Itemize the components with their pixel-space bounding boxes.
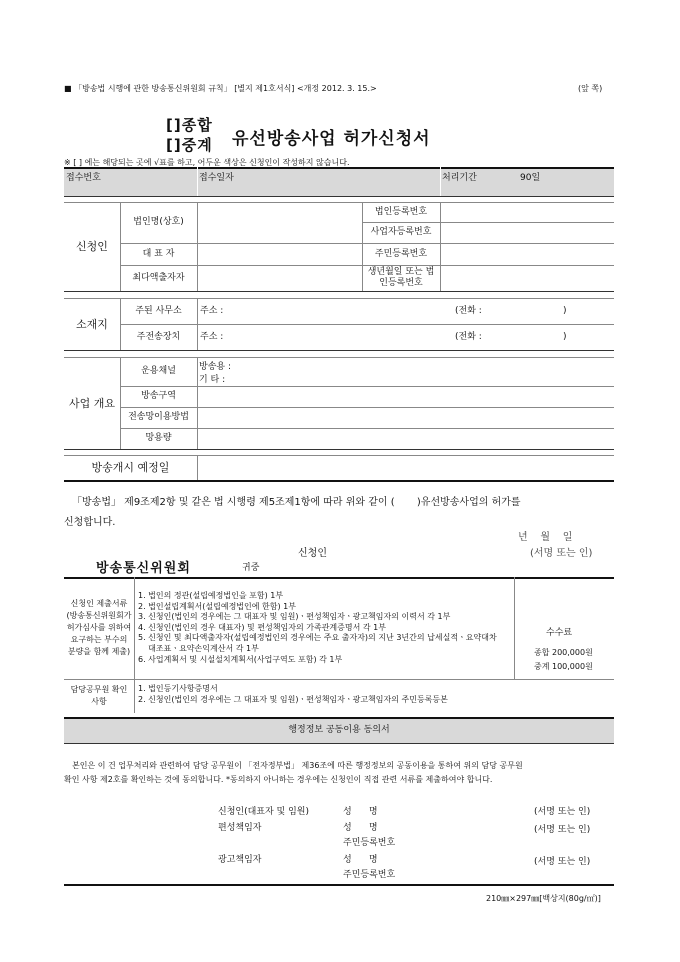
processing-period-label: 처리기간 <box>442 173 477 183</box>
signer-name-label[interactable]: 성 명 <box>343 807 378 817</box>
consent-title: 행정정보 공동이용 동의서 <box>288 724 390 735</box>
option-relay-checkbox[interactable]: []중계 <box>166 136 213 154</box>
master-head-label: 주전송장치 <box>136 331 181 342</box>
network-field[interactable] <box>197 407 614 428</box>
divider <box>64 884 614 886</box>
divider <box>64 196 614 197</box>
signer-resident-number[interactable]: 주민등록번호 <box>343 838 396 848</box>
master-head-phone-field[interactable]: (전화 : <box>455 331 482 342</box>
addressee-honorific: 귀중 <box>242 563 260 573</box>
attachments-label: 신청인 제출서류 (방송통신위원회가 허가심사를 위하여 요구하는 부수의 분량을 함께 제출) <box>66 599 132 656</box>
fee-label: 수수료 <box>546 628 573 638</box>
option-general-checkbox[interactable]: []종합 <box>166 116 213 134</box>
form-notice: ※ [ ] 에는 해당되는 곳에 √표를 하고, 어두운 색상은 신청인이 작성하지 않습니다. <box>64 158 350 167</box>
official-check-label: 담당공무원 확인사항 <box>70 685 128 706</box>
signer-sign-field[interactable]: (서명 또는 인) <box>534 857 591 867</box>
divider <box>134 577 135 713</box>
attachment-item: 대조표ㆍ요약손익계산서 각 1부 <box>138 643 259 653</box>
business-section-label: 사업 개요 <box>68 396 115 410</box>
applicant-sign-field[interactable]: (서명 또는 인) <box>530 548 593 559</box>
signer-sign-field[interactable]: (서명 또는 인) <box>534 807 591 817</box>
official-check-item: 2. 신청인(법인의 경우에는 그 대표자 및 임원)ㆍ편성책임자ㆍ광고책임자의 주민등록등본 <box>138 694 448 704</box>
official-check-list <box>138 684 608 705</box>
attachment-item: 6. 사업계획서 및 시설설치계획서(사업구역도 포함) 각 1부 <box>138 654 343 664</box>
corp-reg-field[interactable] <box>440 202 614 222</box>
receipt-number-label: 접수번호 <box>66 173 101 183</box>
representative-field[interactable] <box>197 243 362 265</box>
main-office-address-field[interactable]: 주소 : <box>200 305 224 316</box>
birth-or-corp-field[interactable] <box>440 265 614 291</box>
signer-role: 편성책임자 <box>218 823 262 833</box>
form-title: 유선방송사업 허가신청서 <box>232 129 431 149</box>
receipt-date-label: 접수일자 <box>199 173 234 183</box>
attachment-item: 3. 신청인(법인의 경우에는 그 대표자 및 임원)ㆍ편성책임자ㆍ광고책임자의 이력서 각 1부 <box>138 612 451 622</box>
signer-role: 광고책임자 <box>218 855 262 865</box>
processing-period-value: 90일 <box>520 173 541 183</box>
resident-number-field[interactable] <box>440 243 614 265</box>
start-date-label: 방송개시 예정일 <box>91 461 170 474</box>
divider <box>64 167 614 169</box>
biz-reg-field[interactable] <box>440 222 614 243</box>
channels-label: 운용채널 <box>141 366 176 376</box>
top-investor-field[interactable] <box>197 265 362 291</box>
addressee: 방송통신위원회 <box>96 561 191 576</box>
divider <box>64 480 614 482</box>
page-side-label: (앞 쪽) <box>578 84 603 93</box>
attachments-list <box>138 591 514 665</box>
consent-text-line-1: 본인은 이 건 업무처리와 관련하여 담당 공무원이 「전자정부법」 제36조에 따른 행정정보의 공동이용을 통하여 위의 담당 공무원 <box>72 761 523 770</box>
statement-line-2: 신청합니다. <box>64 517 116 528</box>
official-check-item: 1. 법인등기사항증명서 <box>138 684 218 693</box>
divider <box>514 577 515 679</box>
top-investor-label: 최다액출자자 <box>132 272 185 283</box>
attachment-item: 2. 법인설립계획서(설립예정법인에 한함) 1부 <box>138 601 296 611</box>
divider <box>440 167 441 196</box>
signer-name-label[interactable]: 성 명 <box>343 823 378 833</box>
attachment-item: 1. 법인의 정관(설립예정법인을 포함) 1부 <box>138 591 284 600</box>
biz-reg-label: 사업자등록번호 <box>370 227 432 237</box>
divider <box>64 577 614 579</box>
paper-spec: 210㎜×297㎜[백상지(80g/㎡)] <box>486 894 601 903</box>
channels-other-field[interactable]: 기 타 : <box>199 375 226 385</box>
divider <box>64 350 614 351</box>
main-office-label: 주된 사무소 <box>135 305 182 316</box>
corp-name-field[interactable] <box>197 202 362 243</box>
main-office-phone-field[interactable]: (전화 : <box>455 305 482 316</box>
representative-label: 대 표 자 <box>142 248 175 259</box>
birth-or-corp-label: 생년월일 또는 법인등록번호 <box>367 267 435 288</box>
divider <box>64 449 614 450</box>
corp-name-label: 법인명(상호) <box>133 217 184 227</box>
area-field[interactable] <box>197 386 614 407</box>
form-reference: ■ 「방송법 시행에 관한 방송통신위원회 규칙」 [별지 제1호서식] <개정 2012. 3. 15.> <box>64 84 377 93</box>
resident-number-label: 주민등록번호 <box>374 248 428 259</box>
capacity-label: 망용량 <box>145 433 172 443</box>
network-label: 전송망이용방법 <box>128 412 189 422</box>
main-office-phone-close: ) <box>563 305 567 316</box>
divider <box>64 291 614 292</box>
location-section-label: 소재지 <box>76 317 108 331</box>
fee-relay: 중계 100,000원 <box>534 662 593 671</box>
signer-name-label[interactable]: 성 명 <box>343 855 378 865</box>
signer-role: 신청인(대표자 및 임원) <box>218 807 309 817</box>
start-date-field[interactable] <box>197 455 614 480</box>
divider <box>64 743 614 744</box>
applicant-signature-label: 신청인 <box>298 548 327 559</box>
signature-date[interactable]: 년 월 일 <box>518 532 573 543</box>
master-head-phone-close: ) <box>563 331 567 342</box>
area-label: 방송구역 <box>141 391 176 401</box>
consent-text-line-2: 확인 사항 제2호를 확인하는 것에 동의합니다. *동의하지 아니하는 경우에는 신청인이 직접 관련 서류를 제출하여야 합니다. <box>64 775 493 784</box>
fee-general: 종합 200,000원 <box>534 648 593 657</box>
attachment-item: 5. 신청인 및 최다액출자자(설립예정법인의 경우에는 주요 출자자)의 지난 3년간의 납세실적ㆍ요약대차 <box>138 633 497 643</box>
master-head-address-field[interactable]: 주소 : <box>200 331 224 342</box>
applicant-section-label: 신청인 <box>76 240 108 253</box>
divider <box>64 679 614 680</box>
signer-resident-number[interactable]: 주민등록번호 <box>343 870 396 880</box>
channels-broadcast-field[interactable]: 방송용 : <box>199 362 231 372</box>
statement-line-1: 「방송법」 제9조제2항 및 같은 법 시행령 제5조제1항에 따라 위와 같이 ( )유선방송사업의 허가를 <box>72 497 521 508</box>
signer-sign-field[interactable]: (서명 또는 인) <box>534 825 591 835</box>
corp-reg-label: 법인등록번호 <box>374 206 428 217</box>
capacity-field[interactable] <box>197 428 614 449</box>
attachment-item: 4. 신청인(법인의 경우 대표자) 및 편성책임자의 가족관계증명서 각 1부 <box>138 622 386 632</box>
divider <box>197 167 198 196</box>
